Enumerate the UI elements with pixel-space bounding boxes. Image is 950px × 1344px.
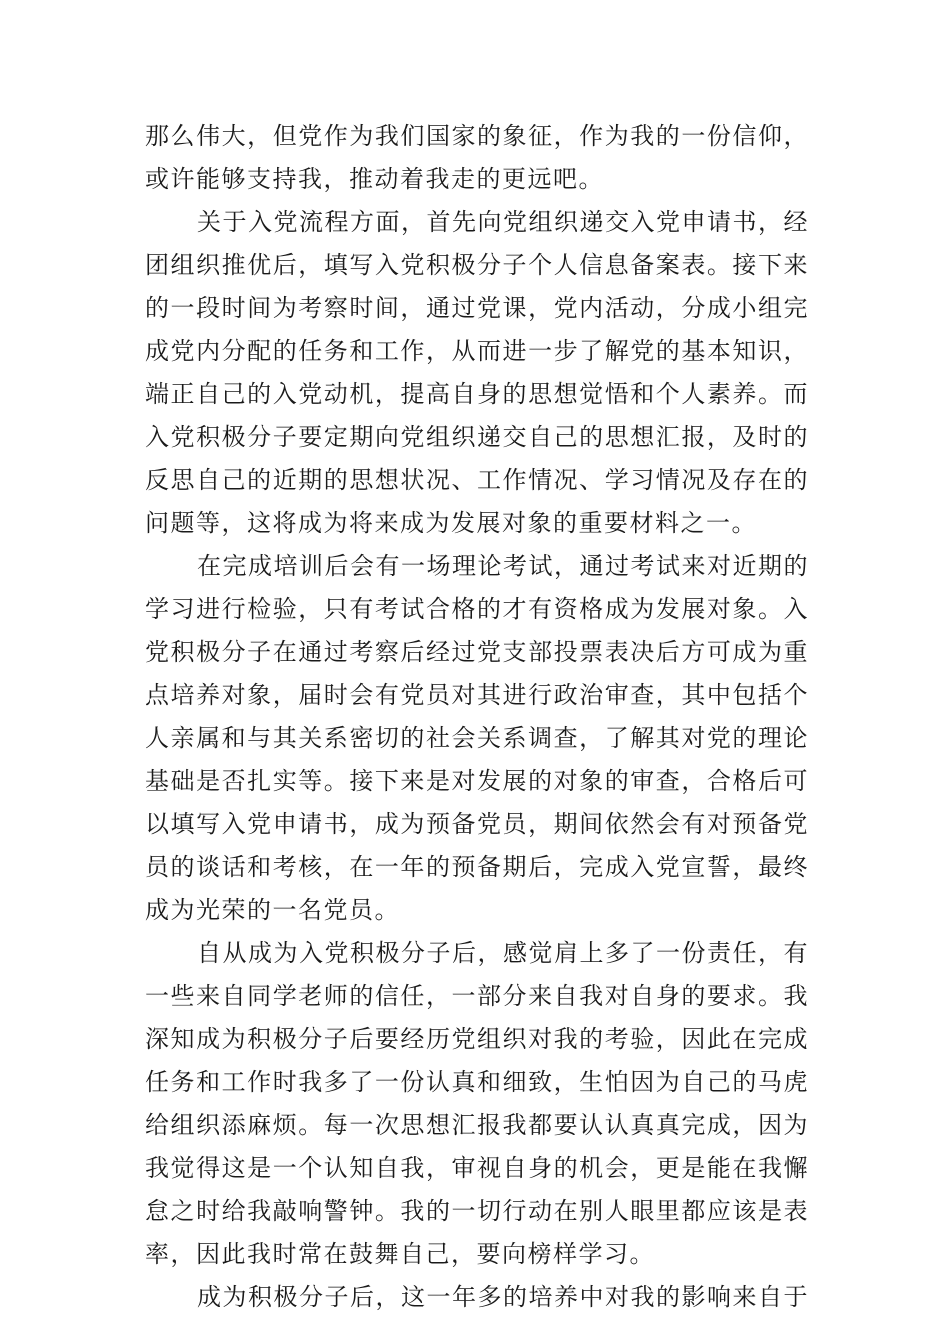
paragraph-3: 在完成培训后会有一场理论考试，通过考试来对近期的学习进行检验，只有考试合格的才有资格成为发展对象。入党积极分子在通过考察后经过党支部投票表决后方可成为重点培养对象，届时会有党员对其进行政治审查，其中包括个人亲属和与其关系密切的社会关系调查，了解其对党的理论基础是否扎实等。接下来是对发展的对象的审查，合格后可以填写入党申请书，成为预备党员，期间依然会有对预备党员的谈话和考核，在一年的预备期后，完成入党宣誓，最终成为光荣的一名党员。 [145,552,809,924]
document-body [145,115,809,1319]
paragraph-2: 关于入党流程方面，首先向党组织递交入党申请书，经团组织推优后，填写入党积极分子个人信息备案表。接下来的一段时间为考察时间，通过党课，党内活动，分成小组完成党内分配的任务和工作，从而进一步了解党的基本知识，端正自己的入党动机，提高自身的思想觉悟和个人素养。而入党积极分子要定期向党组织递交自己的思想汇报，及时的反思自己的近期的思想状况、工作情况、学习情况及存在的问题等，这将成为将来成为发展对象的重要材料之一。 [145,208,809,537]
paragraph-1: 那么伟大，但党作为我们国家的象征，作为我的一份信仰，或许能够支持我，推动着我走的更远吧。 [145,122,809,193]
paragraph-5: 成为积极分子后，这一年多的培养中对我的影响来自于 [197,1283,809,1311]
paragraph-4: 自从成为入党积极分子后，感觉肩上多了一份责任，有一些来自同学老师的信任，一部分来自我对自身的要求。我深知成为积极分子后要经历党组织对我的考验，因此在完成任务和工作时我多了一份认真和细致，生怕因为自己的马虎给组织添麻烦。每一次思想汇报我都要认认真真完成，因为我觉得这是一个认知自我，审视自身的机会，更是能在我懈怠之时给我敲响警钟。我的一切行动在别人眼里都应该是表率，因此我时常在鼓舞自己，要向榜样学习。 [145,939,809,1268]
